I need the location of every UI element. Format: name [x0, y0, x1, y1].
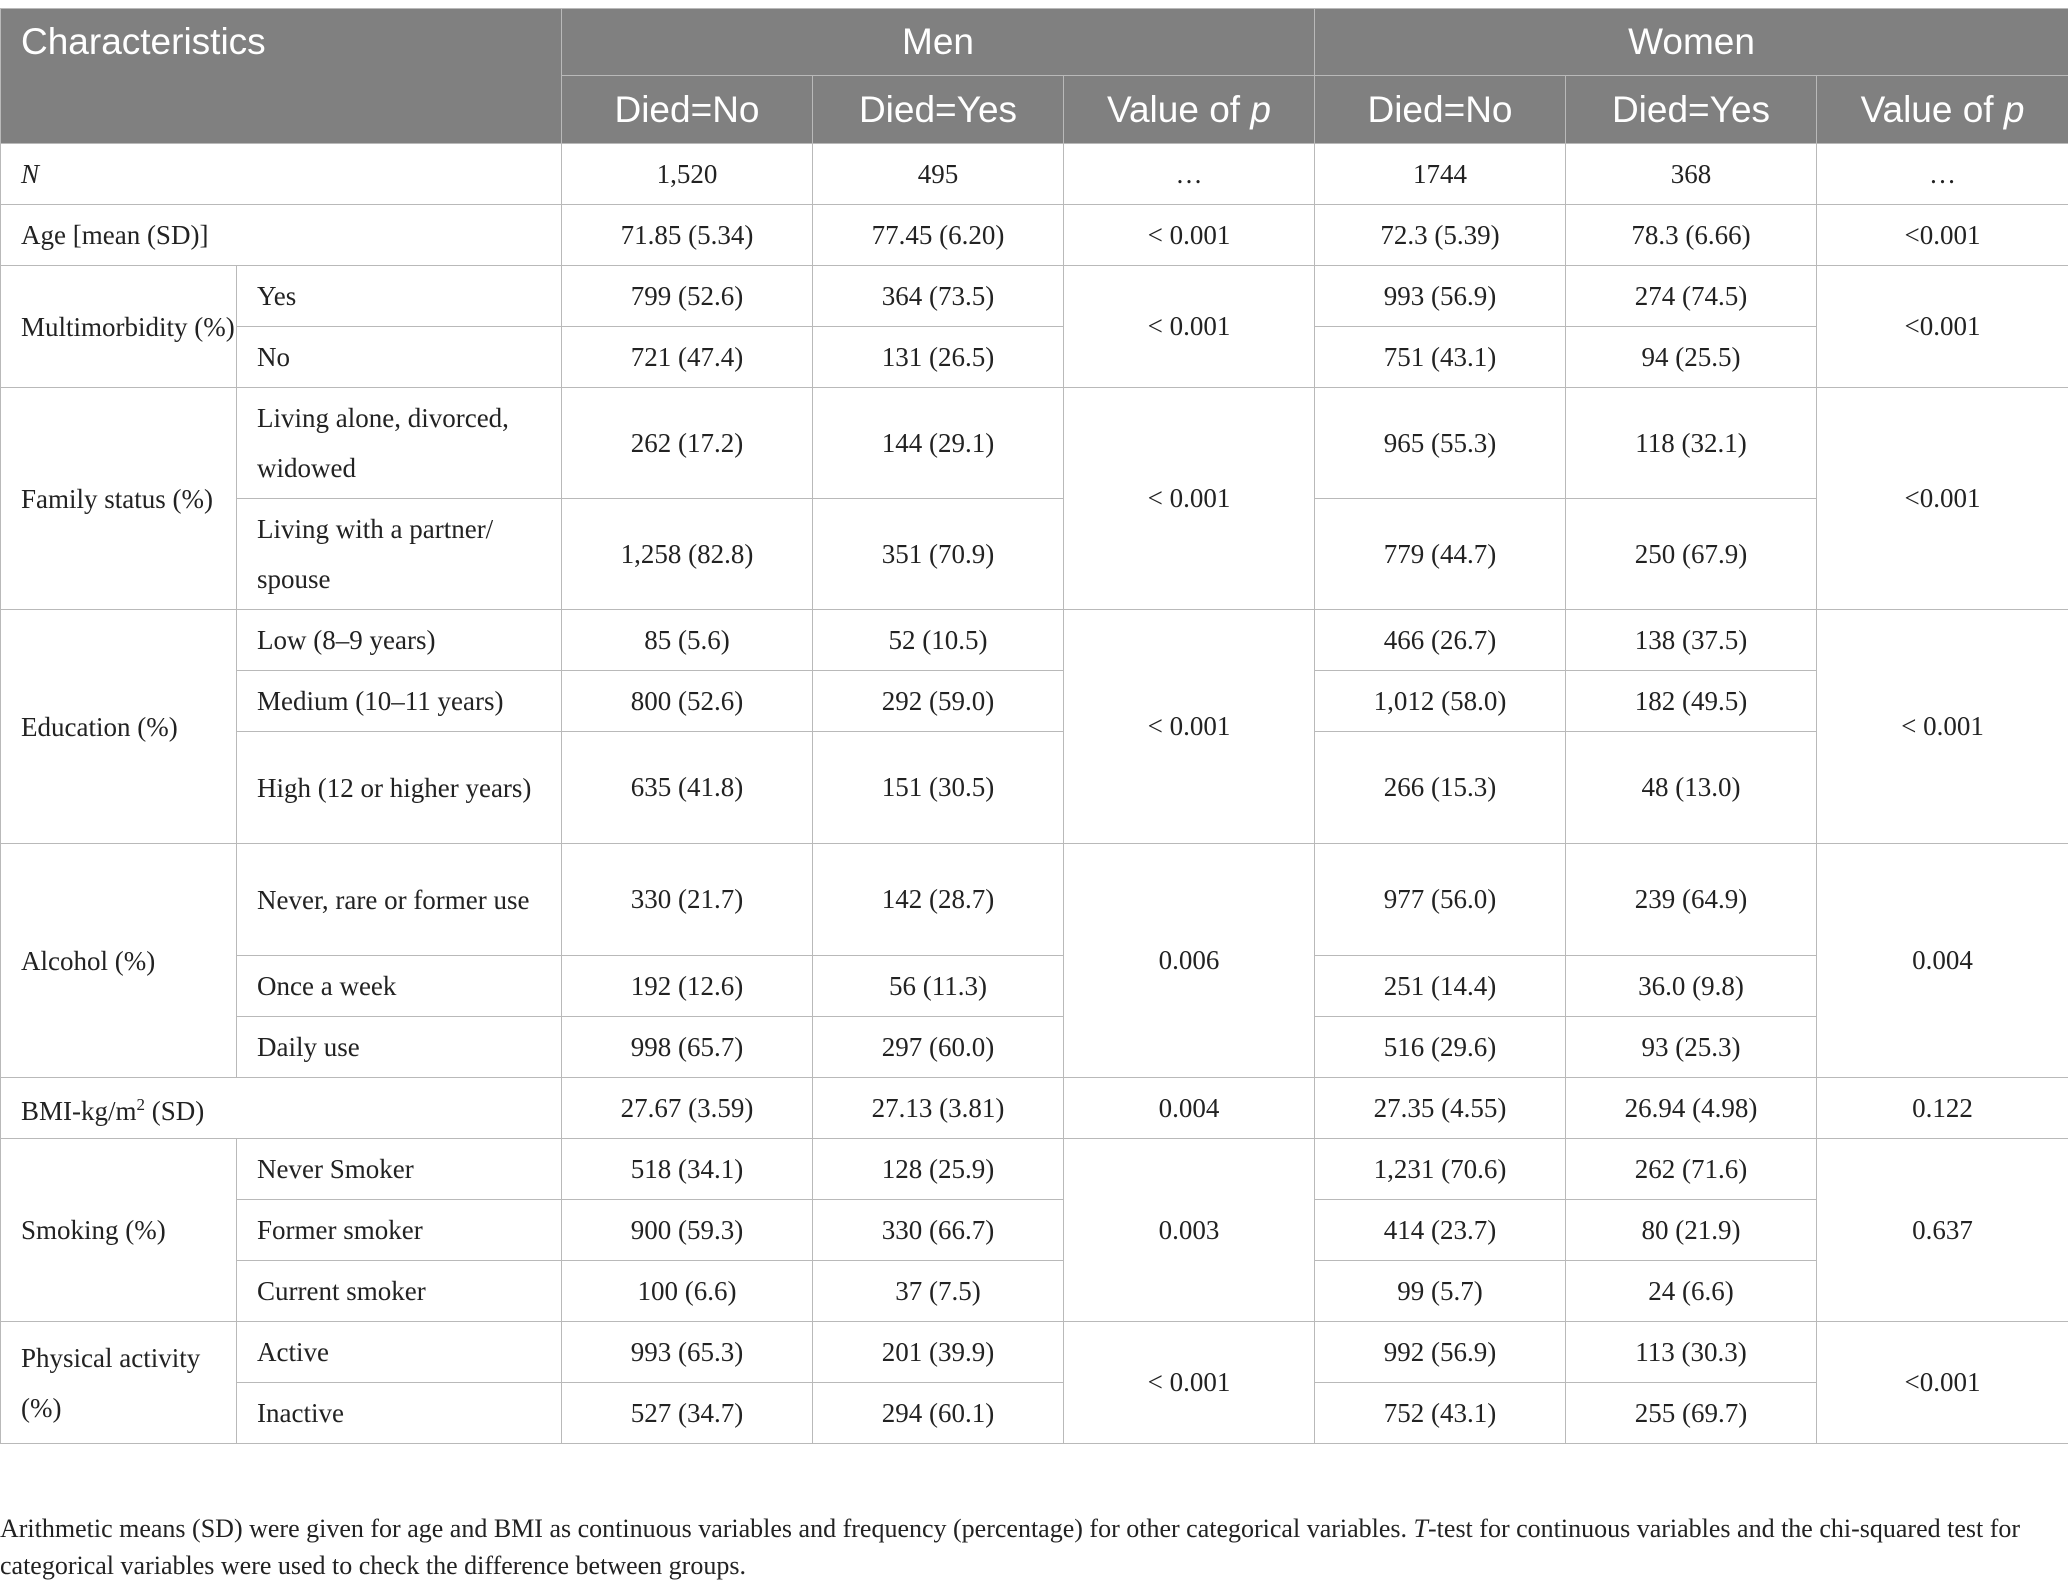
cell: 72.3 (5.39): [1315, 205, 1566, 266]
cell: 0.004: [1064, 1078, 1315, 1139]
cell: 26.94 (4.98): [1566, 1078, 1817, 1139]
header-characteristics: Characteristics: [1, 9, 562, 144]
table-row: [1, 327, 2068, 388]
cell: 77.45 (6.20): [813, 205, 1064, 266]
cell: 78.3 (6.66): [1566, 205, 1817, 266]
row-label-bmi: BMI-$kg/m^2$ (SD): [1, 1078, 562, 1139]
cell: 93 (25.3): [1566, 1017, 1817, 1078]
cell: 351 (70.9): [813, 499, 1064, 610]
cell: 998 (65.7): [562, 1017, 813, 1078]
table-row: [1, 1139, 2068, 1200]
cell: 993 (56.9): [1315, 266, 1566, 327]
cell: 182 (49.5): [1566, 671, 1817, 732]
p-value-cell: 0.003: [1064, 1139, 1315, 1322]
cell: 48 (13.0): [1566, 732, 1817, 844]
cell: 292 (59.0): [813, 671, 1064, 732]
table-row: [1, 1200, 2068, 1261]
cell: 262 (17.2): [562, 388, 813, 499]
cell: < 0.001: [1064, 205, 1315, 266]
cell: 527 (34.7): [562, 1383, 813, 1444]
header-women: Women: [1315, 9, 2068, 76]
row-label-alcohol: Alcohol (%): [1, 844, 237, 1078]
table-row: [1, 844, 2068, 956]
sub-label: Daily use: [237, 1017, 562, 1078]
header-men: Men: [562, 9, 1315, 76]
cell: 635 (41.8): [562, 732, 813, 844]
cell: 36.0 (9.8): [1566, 956, 1817, 1017]
cell: 1744: [1315, 144, 1566, 205]
cell: 151 (30.5): [813, 732, 1064, 844]
cell: 1,258 (82.8): [562, 499, 813, 610]
cell: 368: [1566, 144, 1817, 205]
sub-label: Living alone, divorced, widowed: [237, 388, 562, 499]
cell: 900 (59.3): [562, 1200, 813, 1261]
cell: 251 (14.4): [1315, 956, 1566, 1017]
table-row: [1, 610, 2068, 671]
header-women-p-value: Value of p: [1817, 76, 2068, 144]
p-value-cell: < 0.001: [1064, 1322, 1315, 1444]
cell: <0.001: [1817, 205, 2068, 266]
sub-label: Medium (10–11 years): [237, 671, 562, 732]
cell: 294 (60.1): [813, 1383, 1064, 1444]
cell: 274 (74.5): [1566, 266, 1817, 327]
sub-label: Yes: [237, 266, 562, 327]
cell: 965 (55.3): [1315, 388, 1566, 499]
cell: 414 (23.7): [1315, 1200, 1566, 1261]
row-label-family-status: Family status (%): [1, 388, 237, 610]
cell: 144 (29.1): [813, 388, 1064, 499]
cell: 752 (43.1): [1315, 1383, 1566, 1444]
cell: 751 (43.1): [1315, 327, 1566, 388]
sub-label: Living with a partner/ spouse: [237, 499, 562, 610]
table-row: [1, 388, 2068, 499]
header-men-died-yes: Died=Yes: [813, 76, 1064, 144]
cell: 1,231 (70.6): [1315, 1139, 1566, 1200]
cell: 992 (56.9): [1315, 1322, 1566, 1383]
sub-label: Never, rare or former use: [237, 844, 562, 956]
p-value-cell: <0.001: [1817, 1322, 2068, 1444]
cell: 297 (60.0): [813, 1017, 1064, 1078]
cell: 128 (25.9): [813, 1139, 1064, 1200]
cell: 138 (37.5): [1566, 610, 1817, 671]
cell: 24 (6.6): [1566, 1261, 1817, 1322]
table-row: [1, 499, 2068, 610]
cell: 27.35 (4.55): [1315, 1078, 1566, 1139]
p-value-cell: <0.001: [1817, 388, 2068, 610]
cell: 100 (6.6): [562, 1261, 813, 1322]
sub-label: No: [237, 327, 562, 388]
p-value-cell: < 0.001: [1064, 388, 1315, 610]
table-footnote: Arithmetic means (SD) were given for age and BMI as continuous variables and frequency (percentage) for other categorical variables. T-test for continuous variables and the chi-squared test for categorical variables were used to check the difference between groups.: [0, 1514, 2021, 1580]
cell: 330 (21.7): [562, 844, 813, 956]
p-value-cell: < 0.001: [1064, 610, 1315, 844]
header-men-died-no: Died=No: [562, 76, 813, 144]
row-label-multimorbidity: Multimorbidity (%): [1, 266, 237, 388]
p-value-cell: < 0.001: [1064, 266, 1315, 388]
cell: 255 (69.7): [1566, 1383, 1817, 1444]
sub-label: Inactive: [237, 1383, 562, 1444]
cell: …: [1064, 144, 1315, 205]
cell: 52 (10.5): [813, 610, 1064, 671]
sub-label: Current smoker: [237, 1261, 562, 1322]
cell: 466 (26.7): [1315, 610, 1566, 671]
cell: 131 (26.5): [813, 327, 1064, 388]
sub-label: Low (8–9 years): [237, 610, 562, 671]
header-men-p-value: Value of p: [1064, 76, 1315, 144]
cell: 262 (71.6): [1566, 1139, 1817, 1200]
cell: 192 (12.6): [562, 956, 813, 1017]
cell: 27.13 (3.81): [813, 1078, 1064, 1139]
table-row: [1, 732, 2068, 844]
cell: 113 (30.3): [1566, 1322, 1817, 1383]
p-value-cell: 0.006: [1064, 844, 1315, 1078]
table-row: [1, 1017, 2068, 1078]
header-women-died-no: Died=No: [1315, 76, 1566, 144]
cell: 800 (52.6): [562, 671, 813, 732]
row-label-age: Age [mean (SD)]: [1, 205, 562, 266]
p-value-cell: 0.004: [1817, 844, 2068, 1078]
cell: 56 (11.3): [813, 956, 1064, 1017]
p-value-cell: <0.001: [1817, 266, 2068, 388]
cell: 721 (47.4): [562, 327, 813, 388]
cell: 330 (66.7): [813, 1200, 1064, 1261]
row-label-smoking: Smoking (%): [1, 1139, 237, 1322]
table-row: [1, 671, 2068, 732]
table-row: [1, 1078, 2068, 1139]
cell: …: [1817, 144, 2068, 205]
cell: 799 (52.6): [562, 266, 813, 327]
cell: 71.85 (5.34): [562, 205, 813, 266]
table-row: [1, 266, 2068, 327]
row-label-education: Education (%): [1, 610, 237, 844]
cell: 27.67 (3.59): [562, 1078, 813, 1139]
cell: 1,012 (58.0): [1315, 671, 1566, 732]
cell: 779 (44.7): [1315, 499, 1566, 610]
cell: 495: [813, 144, 1064, 205]
sub-label: Never Smoker: [237, 1139, 562, 1200]
p-value-cell: < 0.001: [1817, 610, 2068, 844]
table-row: [1, 1322, 2068, 1383]
cell: 142 (28.7): [813, 844, 1064, 956]
sub-label: Active: [237, 1322, 562, 1383]
cell: 0.122: [1817, 1078, 2068, 1139]
cell: 239 (64.9): [1566, 844, 1817, 956]
cell: 37 (7.5): [813, 1261, 1064, 1322]
table-row: [1, 1383, 2068, 1444]
row-label-physical-activity: Physical activity (%): [1, 1322, 237, 1444]
table-row: [1, 144, 2068, 205]
table-row: [1, 1261, 2068, 1322]
sub-label: Former smoker: [237, 1200, 562, 1261]
table-row: [1, 205, 2068, 266]
cell: 993 (65.3): [562, 1322, 813, 1383]
cell: 364 (73.5): [813, 266, 1064, 327]
characteristics-table: [0, 8, 2068, 1444]
cell: 201 (39.9): [813, 1322, 1064, 1383]
cell: 266 (15.3): [1315, 732, 1566, 844]
cell: 80 (21.9): [1566, 1200, 1817, 1261]
cell: 85 (5.6): [562, 610, 813, 671]
p-value-cell: 0.637: [1817, 1139, 2068, 1322]
cell: 977 (56.0): [1315, 844, 1566, 956]
table-row: [1, 956, 2068, 1017]
cell: 118 (32.1): [1566, 388, 1817, 499]
sub-label: Once a week: [237, 956, 562, 1017]
sub-label: High (12 or higher years): [237, 732, 562, 844]
cell: 516 (29.6): [1315, 1017, 1566, 1078]
cell: 94 (25.5): [1566, 327, 1817, 388]
cell: 99 (5.7): [1315, 1261, 1566, 1322]
row-label-n: N: [1, 144, 562, 205]
cell: 1,520: [562, 144, 813, 205]
header-women-died-yes: Died=Yes: [1566, 76, 1817, 144]
cell: 518 (34.1): [562, 1139, 813, 1200]
cell: 250 (67.9): [1566, 499, 1817, 610]
